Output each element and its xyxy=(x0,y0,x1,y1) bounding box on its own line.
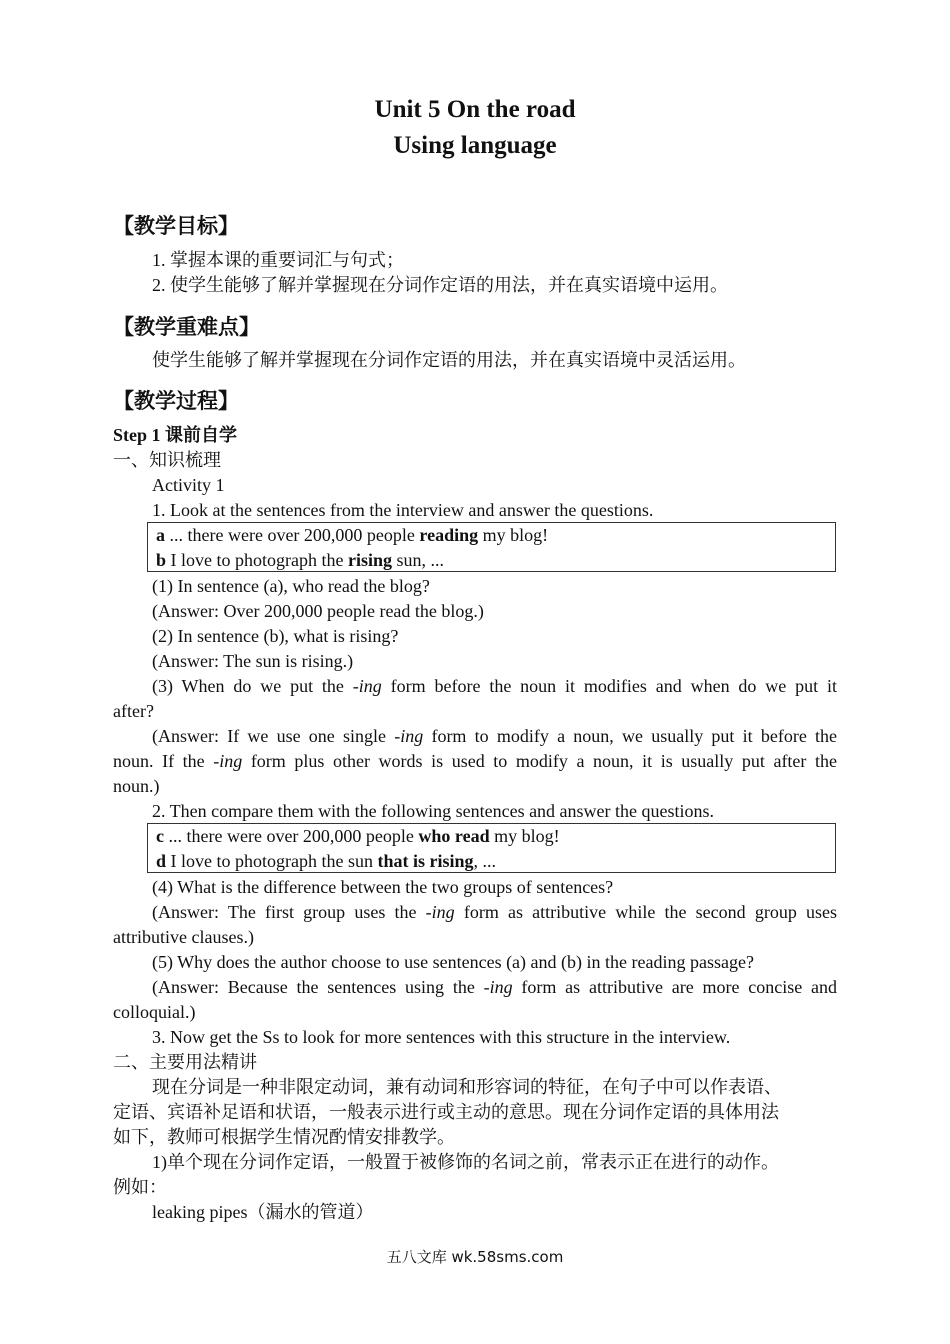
answer-2: (Answer: The sun is rising.) xyxy=(152,651,354,671)
rule-1-line-2: 例如： xyxy=(113,1177,167,1197)
objective-2: 2. 使学生能够了解并掌握现在分词作定语的用法，并在真实语境中运用。 xyxy=(152,275,728,295)
question-4: (4) What is the difference between the two groups of sentences? xyxy=(152,877,614,897)
rule-1-line-1: 1)单个现在分词作定语，一般置于被修饰的名词之前，常表示正在进行的动作。 xyxy=(152,1152,779,1172)
part1-heading: 一、知识梳理 xyxy=(113,450,221,470)
answer-4-line-2: attributive clauses.) xyxy=(113,927,254,947)
sentence-b: b I love to photograph the rising sun, ... xyxy=(156,550,445,570)
answer-5-line-1: (Answer: Because the sentences using the -ing form as attributive are more concise and xyxy=(152,977,837,997)
instruction-2: 2. Then compare them with the following sentences and answer the questions. xyxy=(152,801,715,821)
objective-1: 1. 掌握本课的重要词汇与句式； xyxy=(152,250,404,270)
answer-3-line-2: noun. If the -ing form plus other words is used to modify a noun, it is usually put after the xyxy=(113,751,837,771)
activity-label: Activity 1 xyxy=(152,475,225,495)
answer-4-line-1: (Answer: The first group uses the -ing form as attributive while the second group uses xyxy=(152,902,837,922)
answer-1: (Answer: Over 200,000 people read the blog.) xyxy=(152,601,484,621)
example-leaking-pipes: leaking pipes（漏水的管道） xyxy=(152,1202,374,1222)
doc-title: Unit 5 On the road xyxy=(374,96,576,123)
footer-watermark: 五八文库 wk.58sms.com xyxy=(386,1248,564,1266)
answer-3-line-3: noun.) xyxy=(113,776,160,796)
sentence-d: d I love to photograph the sun that is rising, ... xyxy=(156,851,496,871)
objectives-heading: 【教学目标】 xyxy=(113,214,239,238)
question-3-line-2: after? xyxy=(113,701,154,721)
doc-subtitle: Using language xyxy=(393,132,557,159)
answer-5-line-2: colloquial.) xyxy=(113,1002,196,1022)
key-points-heading: 【教学重难点】 xyxy=(113,315,260,339)
usage-paragraph-line-3: 如下，教师可根据学生情况酌情安排教学。 xyxy=(113,1127,455,1147)
process-heading: 【教学过程】 xyxy=(113,389,239,413)
question-5: (5) Why does the author choose to use sentences (a) and (b) in the reading passage? xyxy=(152,952,754,972)
usage-paragraph-line-1: 现在分词是一种非限定动词，兼有动词和形容词的特征，在句子中可以作表语、 xyxy=(152,1077,782,1097)
answer-3-line-1: (Answer: If we use one single -ing form to modify a noun, we usually put it before the xyxy=(152,726,837,746)
step1-title: Step 1 课前自学 xyxy=(113,425,238,445)
sentence-c: c ... there were over 200,000 people who read my blog! xyxy=(156,826,560,846)
sentence-a: a ... there were over 200,000 people reading my blog! xyxy=(156,525,549,545)
instruction-1: 1. Look at the sentences from the interview and answer the questions. xyxy=(152,500,654,520)
usage-paragraph-line-2: 定语、宾语补足语和状语，一般表示进行或主动的意思。现在分词作定语的具体用法 xyxy=(113,1102,779,1122)
part2-heading: 二、主要用法精讲 xyxy=(113,1052,257,1072)
instruction-3: 3. Now get the Ss to look for more sentences with this structure in the interview. xyxy=(152,1027,731,1047)
question-1: (1) In sentence (a), who read the blog? xyxy=(152,576,430,596)
question-2: (2) In sentence (b), what is rising? xyxy=(152,626,399,646)
key-points-text: 使学生能够了解并掌握现在分词作定语的用法，并在真实语境中灵活运用。 xyxy=(152,350,746,370)
question-3-line-1: (3) When do we put the -ing form before the noun it modifies and when do we put it xyxy=(152,676,837,696)
example-box-1 xyxy=(147,522,836,572)
example-box-2 xyxy=(147,823,836,873)
